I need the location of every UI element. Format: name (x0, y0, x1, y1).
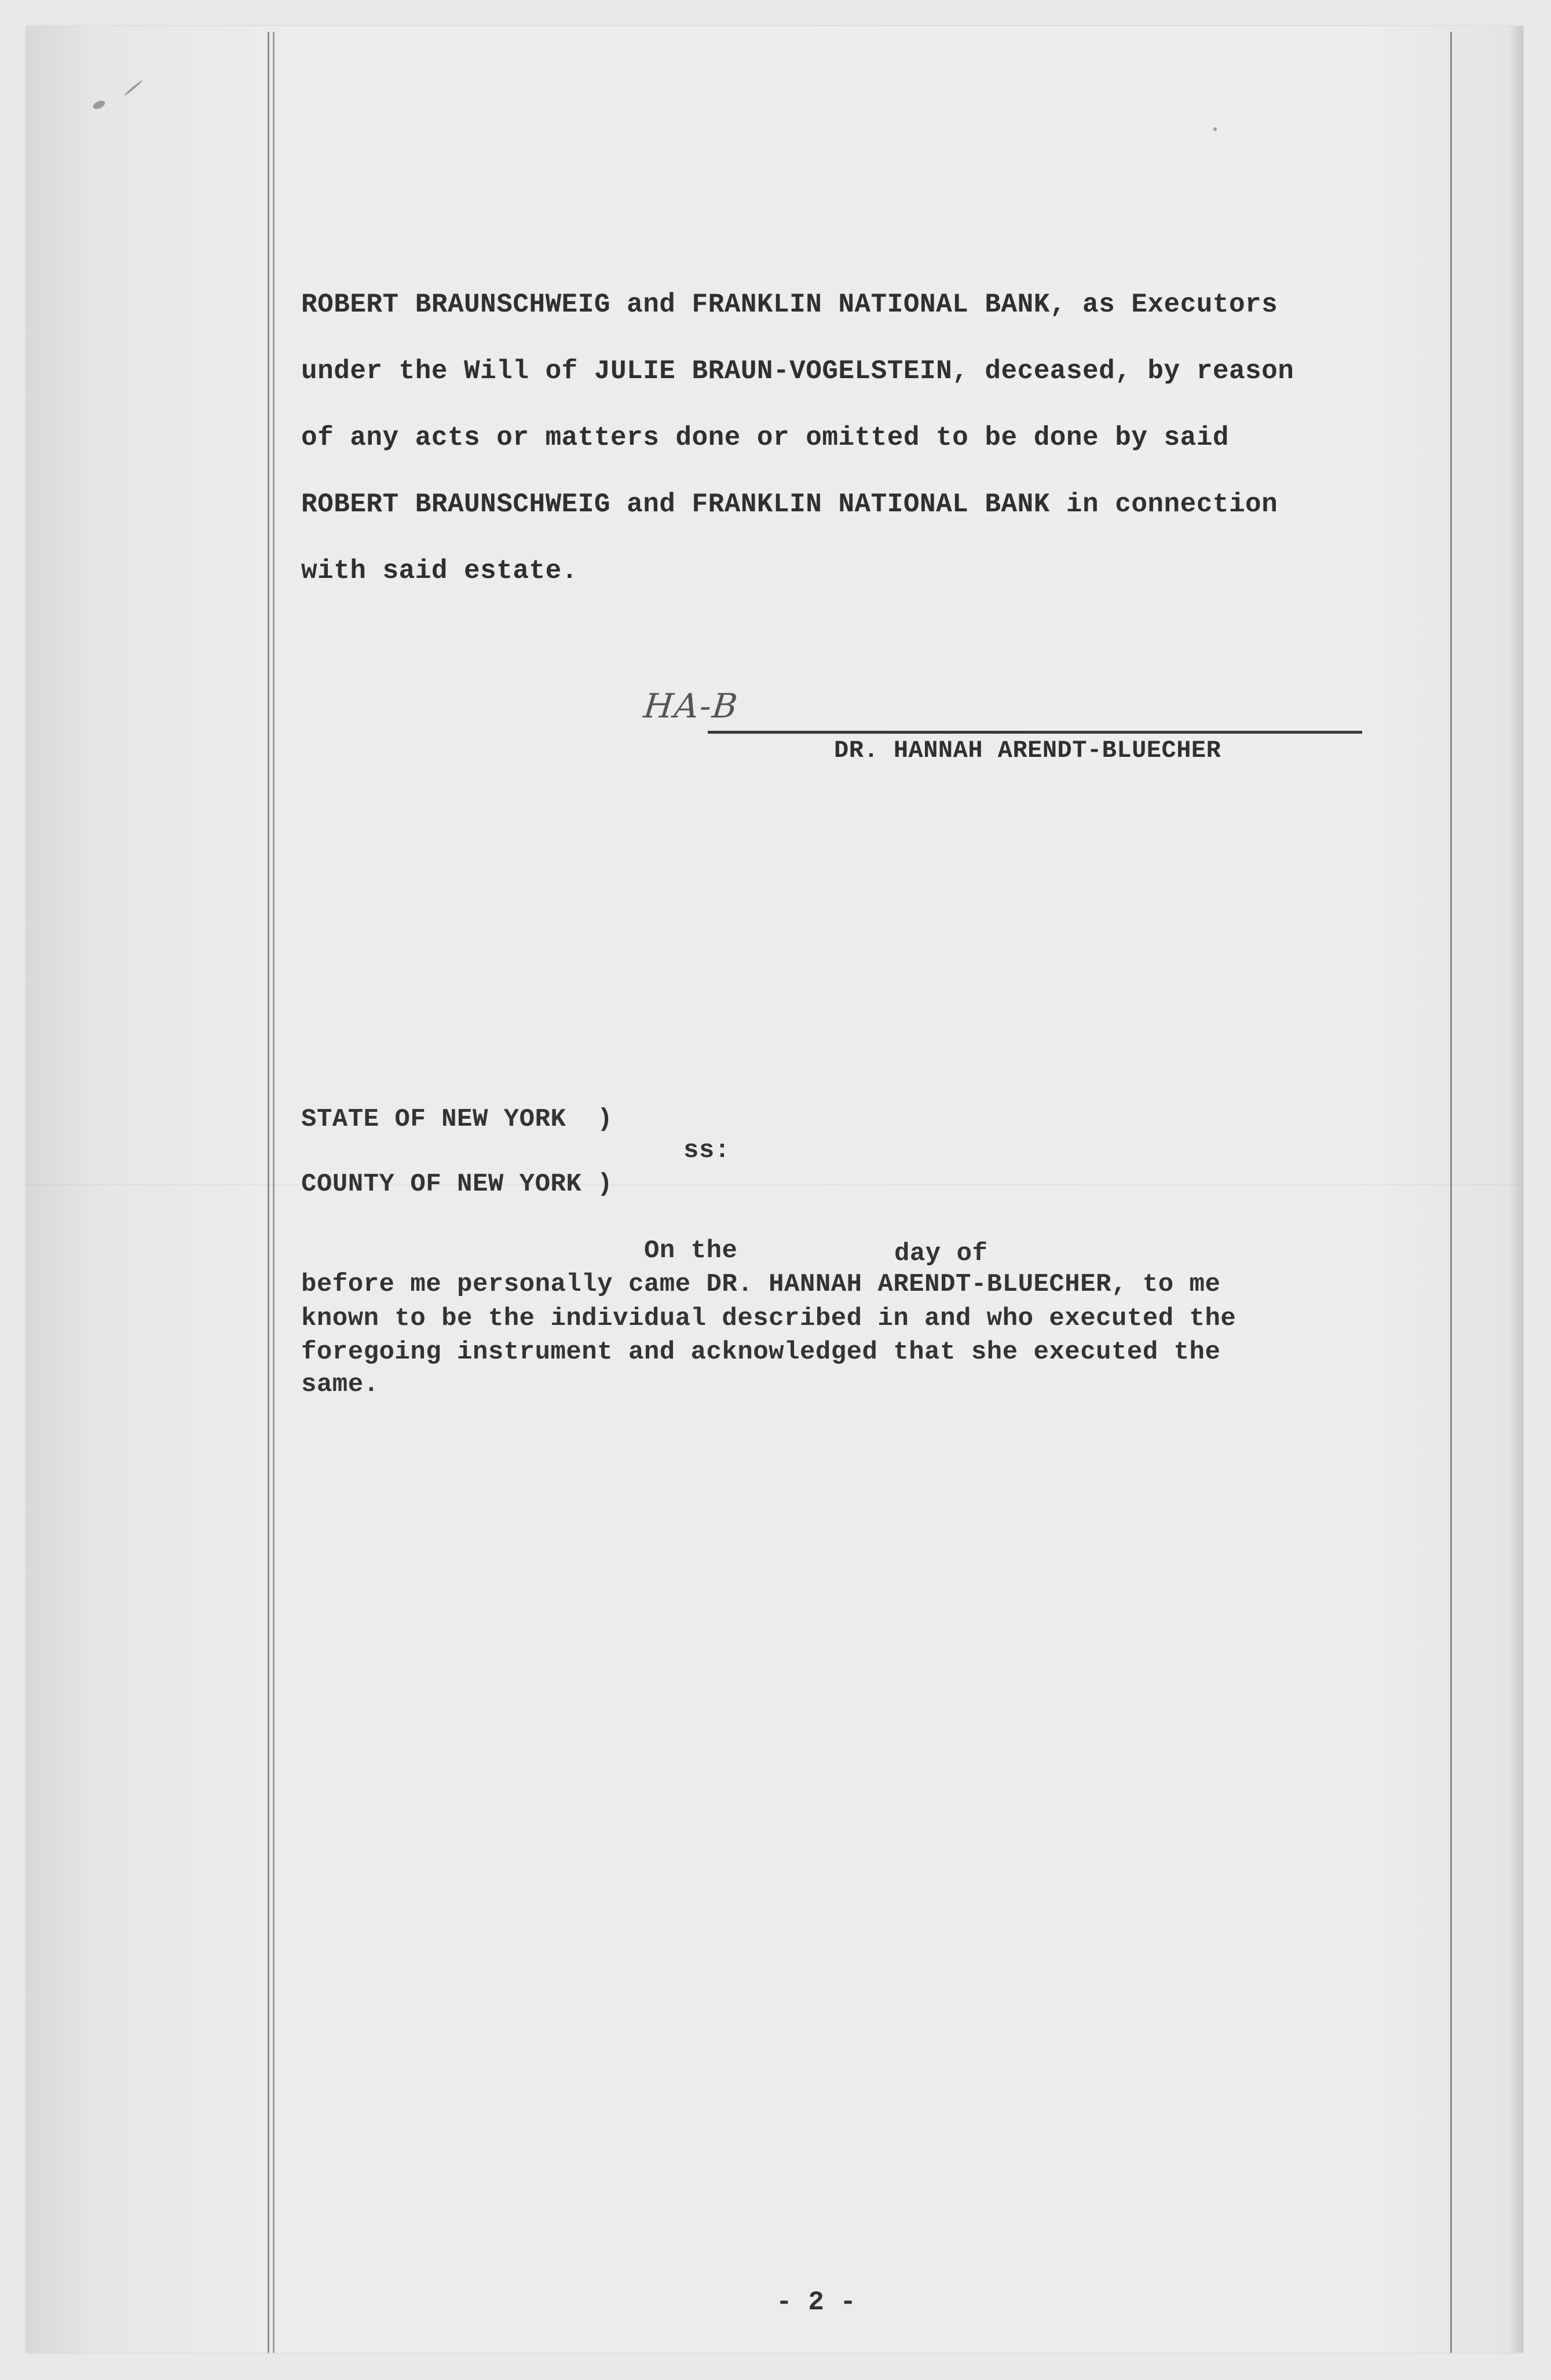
paragraph-line: ROBERT BRAUNSCHWEIG and FRANKLIN NATIONAL BANK, as Executors (301, 290, 1278, 320)
acknowledgment-line: foregoing instrument and acknowledged that she executed the (301, 1338, 1221, 1367)
acknowledgment-line: known to be the individual described in and who executed the (301, 1304, 1237, 1333)
county-line: COUNTY OF NEW YORK ) (301, 1170, 613, 1199)
state-line: STATE OF NEW YORK ) (301, 1105, 613, 1134)
paper-fold-crease (26, 1184, 1523, 1185)
acknowledgment-line: before me personally came DR. HANNAH ARENDT-BLUECHER, to me (301, 1270, 1221, 1299)
paragraph-line: with said estate. (301, 556, 578, 586)
signatory-name: DR. HANNAH ARENDT-BLUECHER (834, 737, 1221, 764)
page-number: - 2 - (776, 2287, 857, 2317)
left-margin-rule (268, 32, 269, 2353)
left-margin-rule-inner (273, 32, 275, 2353)
acknowledgment-line: same. (301, 1370, 379, 1399)
handwritten-initials: HA-B (642, 686, 741, 726)
day-of-text: day of (894, 1239, 988, 1268)
paragraph-line: ROBERT BRAUNSCHWEIG and FRANKLIN NATIONAL BANK in connection (301, 489, 1278, 519)
on-the-text: On the (644, 1236, 738, 1265)
paragraph-line: of any acts or matters done or omitted to be done by said (301, 423, 1229, 453)
ink-speck (1213, 127, 1217, 131)
paragraph-line: under the Will of JULIE BRAUN-VOGELSTEIN, deceased, by reason (301, 356, 1294, 386)
signature-line (708, 731, 1362, 734)
ss-label: ss: (683, 1136, 730, 1165)
right-margin-rule (1450, 32, 1452, 2353)
